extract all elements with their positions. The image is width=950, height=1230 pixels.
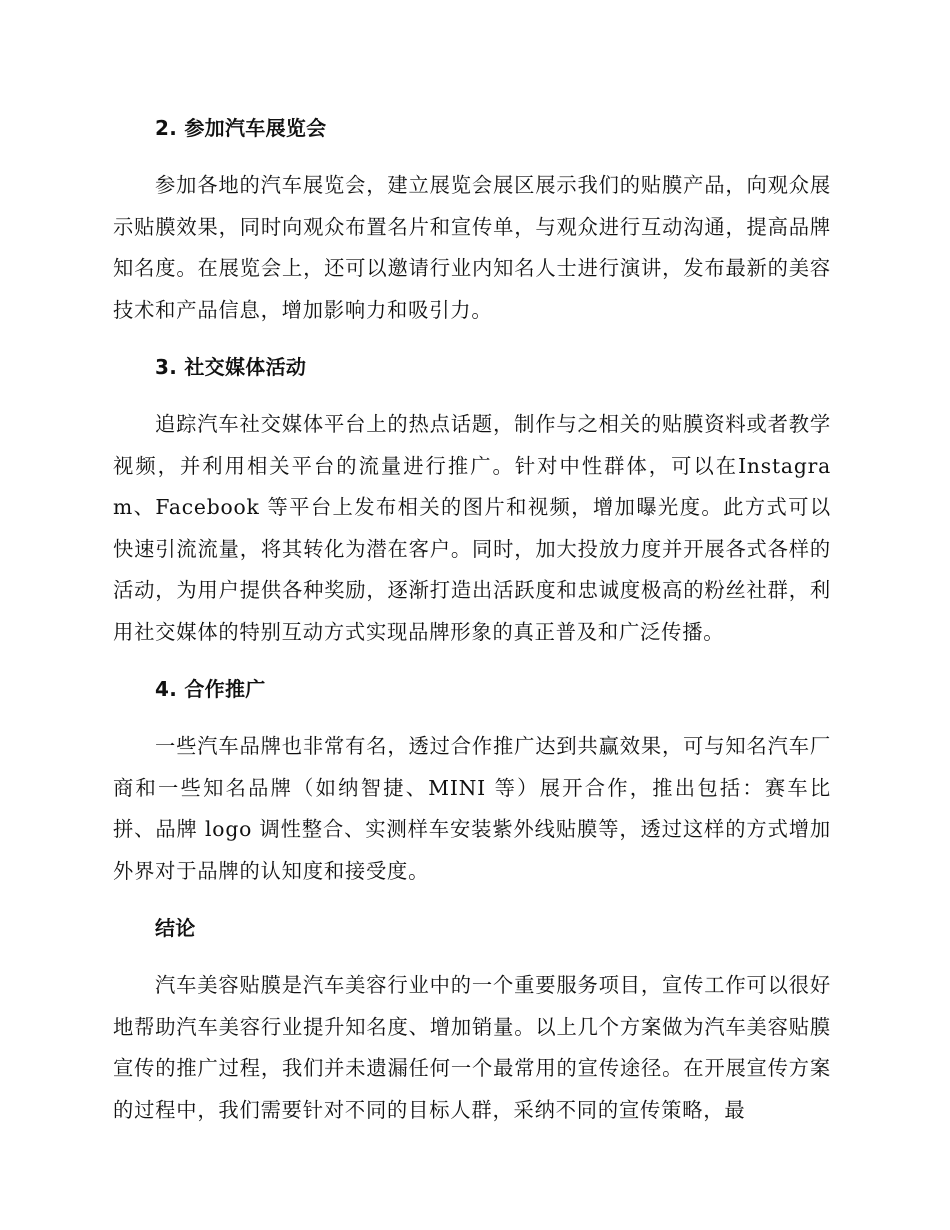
section-paragraph-exhibition: 参加各地的汽车展览会，建立展览会展区展示我们的贴膜产品，向观众展示贴膜效果，同时向观众布置名片和宣传单，与观众进行互动沟通，提高品牌知名度。在展览会上，还可以邀请行业内知名人士进行演讲，发布最新的美容技术和产品信息，增加影响力和吸引力。 bbox=[113, 173, 831, 322]
section-heading-partnership: 4. 合作推广 bbox=[155, 677, 266, 701]
section-heading-conclusion: 结论 bbox=[155, 916, 196, 940]
section-paragraph-social-media: 追踪汽车社交媒体平台上的热点话题，制作与之相关的贴膜资料或者教学视频，并利用相关平台的流量进行推广。针对中性群体，可以在Instagram、Facebook 等平台上发布相关的图片和视频，增加曝光度。此方式可以快速引流流量，将其转化为潜在客户。同时，加大投放力度并开展各式各样的活动，为用户提供各种奖励，逐渐打造出活跃度和忠诚度极高的粉丝社群，利用社交媒体的特别互动方式实现品牌形象的真正普及和广泛传播。 bbox=[113, 412, 831, 644]
section-heading-social-media: 3. 社交媒体活动 bbox=[155, 355, 307, 379]
section-paragraph-conclusion: 汽车美容贴膜是汽车美容行业中的一个重要服务项目，宣传工作可以很好地帮助汽车美容行业提升知名度、增加销量。以上几个方案做为汽车美容贴膜宣传的推广过程，我们并未遗漏任何一个最常用的宣传途径。在开展宣传方案的过程中，我们需要针对不同的目标人群，采纳不同的宣传策略，最 bbox=[113, 973, 831, 1122]
document-body bbox=[113, 110, 831, 1131]
section-paragraph-partnership: 一些汽车品牌也非常有名，透过合作推广达到共赢效果，可与知名汽车厂商和一些知名品牌（如纳智捷、MINI 等）展开合作，推出包括：赛车比拼、品牌 logo 调性整合、实测样车安装紫外线贴膜等，透过这样的方式增加外界对于品牌的认知度和接受度。 bbox=[113, 734, 831, 883]
section-heading-exhibition: 2. 参加汽车展览会 bbox=[155, 116, 327, 140]
